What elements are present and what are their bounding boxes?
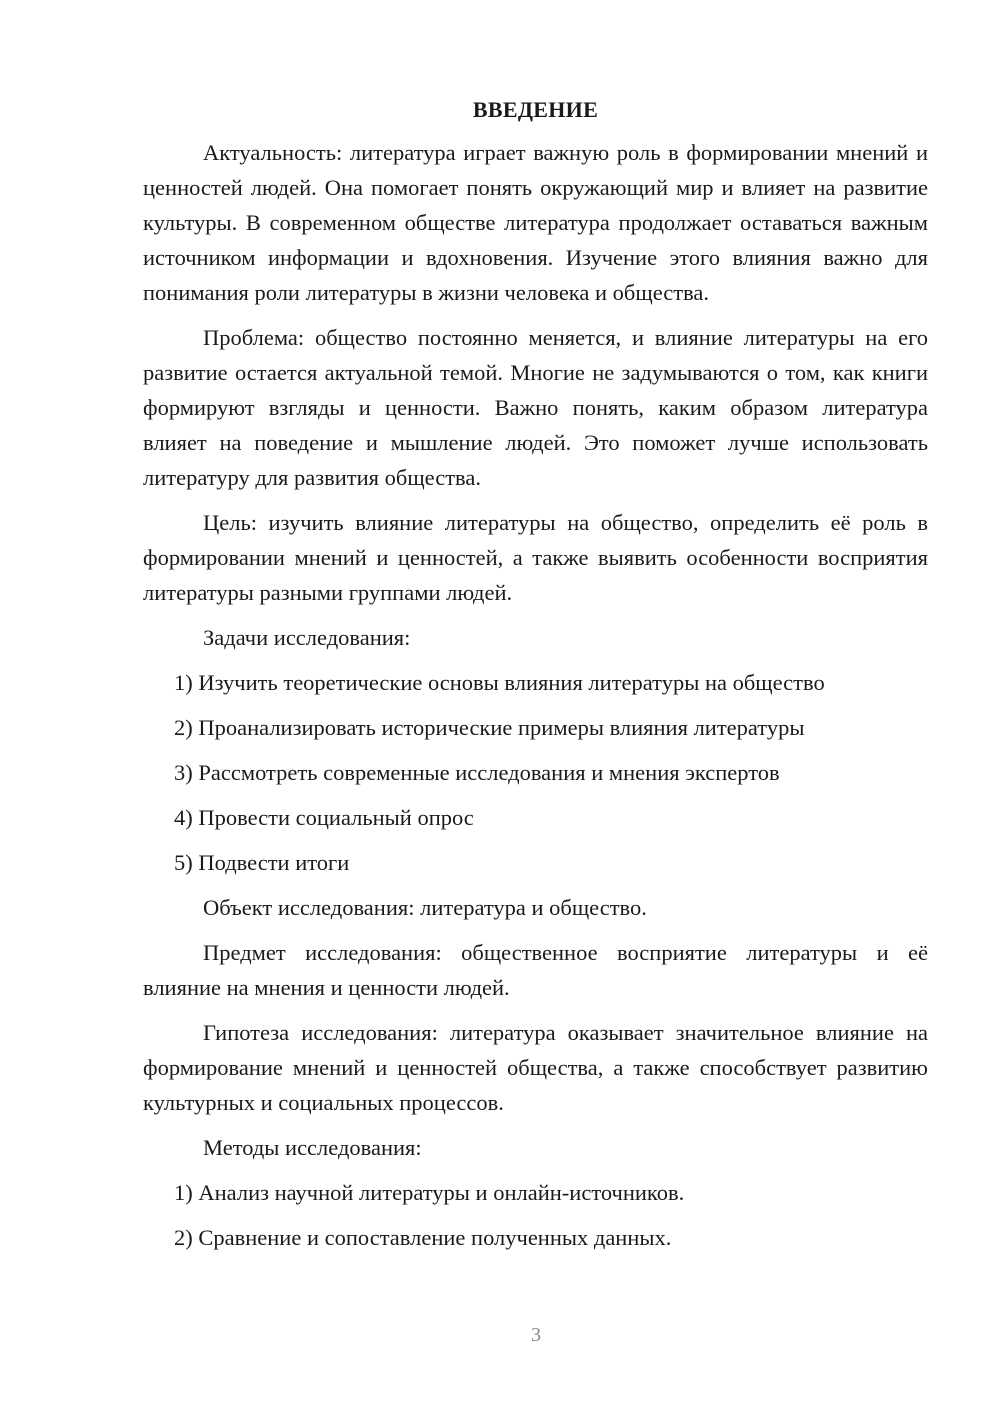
goal-paragraph: Цель: изучить влияние литературы на общество, определить её роль в формировании мнений и ценностей, а также выявить особенности восприятия литературы разными группами людей.: [143, 510, 928, 605]
task-item: 4) Провести социальный опрос: [174, 805, 474, 830]
relevance-paragraph: Актуальность: литература играет важную роль в формировании мнений и ценностей людей. Она помогает понять окружающий мир и влияет на развитие культуры. В современном обществе литература продолжает оставаться важным источником информации и вдохновения. Изучение этого влияния важно для понимания роли литературы в жизни человека и общества.: [143, 140, 928, 305]
method-item: 1) Анализ научной литературы и онлайн-источников.: [174, 1180, 685, 1205]
task-item: 3) Рассмотреть современные исследования и мнения экспертов: [174, 760, 780, 785]
method-item: 2) Сравнение и сопоставление полученных данных.: [174, 1225, 672, 1250]
methods-heading: Методы исследования:: [203, 1135, 422, 1160]
problem-paragraph: Проблема: общество постоянно меняется, и влияние литературы на его развитие остается актуальной темой. Многие не задумываются о том, как книги формируют взгляды и ценности. Важно понять, каким образом литература влияет на поведение и мышление людей. Это поможет лучше использовать литературу для развития общества.: [143, 325, 928, 490]
task-item: 2) Проанализировать исторические примеры влияния литературы: [174, 715, 805, 740]
subject-paragraph: Предмет исследования: общественное восприятие литературы и её влияние на мнения и ценности людей.: [143, 940, 928, 1000]
task-item: 5) Подвести итоги: [174, 850, 350, 875]
task-item: 1) Изучить теоретические основы влияния литературы на общество: [174, 670, 825, 695]
page-number: 3: [531, 1324, 541, 1346]
hypothesis-paragraph: Гипотеза исследования: литература оказывает значительное влияние на формирование мнений и ценностей общества, а также способствует развитию культурных и социальных процессов.: [143, 1020, 928, 1115]
page-content: [143, 95, 928, 1265]
tasks-heading: Задачи исследования:: [203, 625, 411, 650]
object-paragraph: Объект исследования: литература и общество.: [203, 895, 647, 920]
section-title: ВВЕДЕНИЕ: [472, 97, 599, 122]
